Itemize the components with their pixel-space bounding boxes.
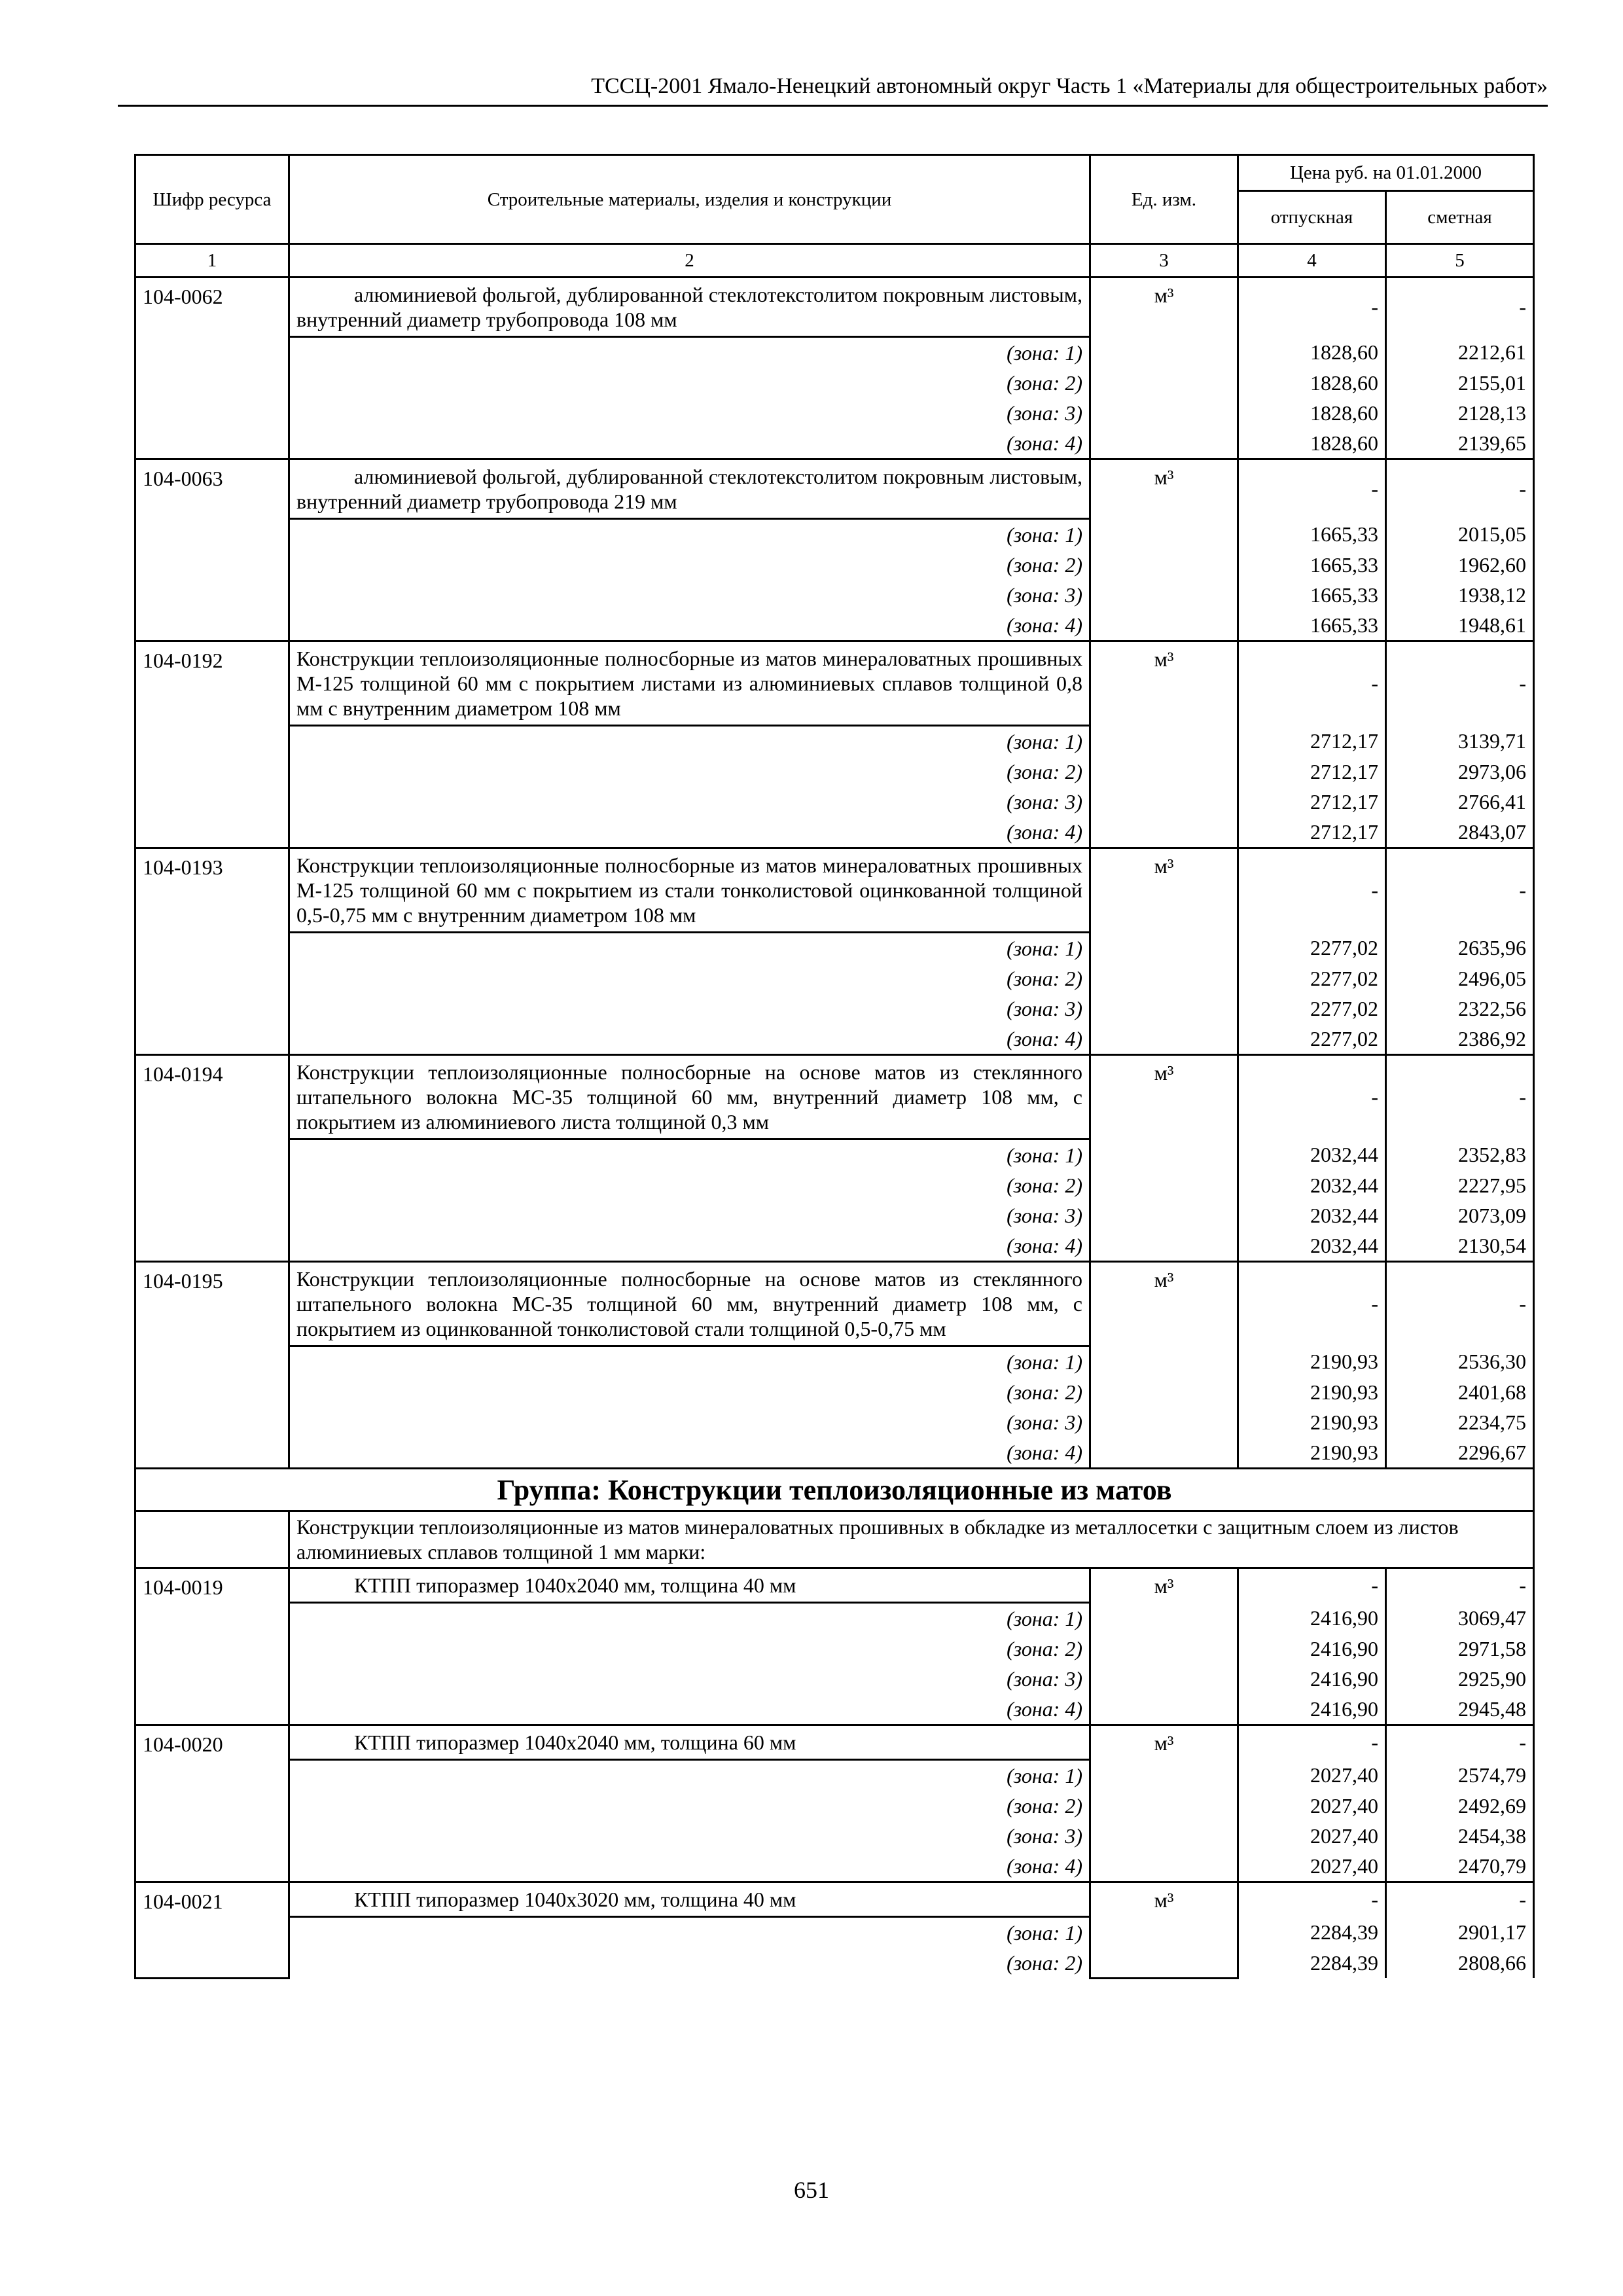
zone-row — [135, 1821, 1534, 1851]
zone-label: (зона: 4) — [289, 1437, 1090, 1469]
estimate-price: 2843,07 — [1386, 817, 1534, 848]
zone-row — [135, 428, 1534, 459]
zone-row — [135, 1230, 1534, 1262]
zone-label: (зона: 2) — [289, 757, 1090, 787]
col-number: 3 — [1090, 244, 1238, 278]
release-price: - — [1238, 459, 1386, 519]
table-row — [135, 278, 1534, 337]
zone-row — [135, 550, 1534, 580]
zone-row — [135, 1346, 1534, 1378]
resource-code: 104-0019 — [135, 1568, 289, 1725]
estimate-price: 2973,06 — [1386, 757, 1534, 787]
release-price: 1828,60 — [1238, 428, 1386, 459]
release-price: 2027,40 — [1238, 1791, 1386, 1821]
page-number: 651 — [794, 2177, 829, 2203]
estimate-price: 1962,60 — [1386, 550, 1534, 580]
group-row — [135, 1469, 1534, 1511]
zone-label: (зона: 3) — [289, 398, 1090, 428]
estimate-price: - — [1386, 278, 1534, 337]
estimate-price: 2155,01 — [1386, 368, 1534, 398]
unit-of-measure: м³ — [1090, 641, 1238, 848]
table-row — [135, 848, 1534, 933]
col-header-code: Шифр ресурса — [135, 155, 289, 244]
zone-label: (зона: 1) — [289, 519, 1090, 550]
estimate-price: 2635,96 — [1386, 933, 1534, 964]
zone-label: (зона: 2) — [289, 963, 1090, 994]
zone-row — [135, 757, 1534, 787]
zone-row — [135, 368, 1534, 398]
zone-row — [135, 1791, 1534, 1821]
estimate-price: 2536,30 — [1386, 1346, 1534, 1378]
release-price: 2032,44 — [1238, 1170, 1386, 1200]
unit-of-measure: м³ — [1090, 848, 1238, 1055]
release-price: - — [1238, 848, 1386, 933]
material-description: алюминиевой фольгой, дублированной стеклотекстолитом покровным листовым, внутренний диаметр трубопровода 108 мм — [289, 278, 1090, 337]
release-price: 2277,02 — [1238, 1024, 1386, 1055]
resource-code: 104-0062 — [135, 278, 289, 459]
zone-row — [135, 398, 1534, 428]
zone-row — [135, 1437, 1534, 1469]
release-price: 2027,40 — [1238, 1851, 1386, 1882]
zone-label: (зона: 4) — [289, 428, 1090, 459]
release-price: 2032,44 — [1238, 1139, 1386, 1171]
release-price: 2712,17 — [1238, 817, 1386, 848]
release-price: 2416,90 — [1238, 1634, 1386, 1664]
zone-label: (зона: 1) — [289, 1346, 1090, 1378]
material-description: КТПП типоразмер 1040х3020 мм, толщина 40 мм — [289, 1882, 1090, 1917]
zone-row — [135, 1170, 1534, 1200]
estimate-price: 2401,68 — [1386, 1377, 1534, 1407]
unit-of-measure: м³ — [1090, 278, 1238, 459]
estimate-price: 2130,54 — [1386, 1230, 1534, 1262]
zone-row — [135, 1634, 1534, 1664]
release-price: 1828,60 — [1238, 368, 1386, 398]
release-price: 2032,44 — [1238, 1230, 1386, 1262]
resource-code: 104-0195 — [135, 1262, 289, 1469]
estimate-price: - — [1386, 1568, 1534, 1603]
release-price: 1665,33 — [1238, 519, 1386, 550]
col-number: 2 — [289, 244, 1090, 278]
zone-row — [135, 817, 1534, 848]
unit-of-measure: м³ — [1090, 1055, 1238, 1262]
zone-label: (зона: 2) — [289, 368, 1090, 398]
material-description: КТПП типоразмер 1040х2040 мм, толщина 40 мм — [289, 1568, 1090, 1603]
col-header-unit: Ед. изм. — [1090, 155, 1238, 244]
estimate-price: 1938,12 — [1386, 580, 1534, 610]
estimate-price: 2901,17 — [1386, 1917, 1534, 1948]
estimate-price: - — [1386, 1882, 1534, 1917]
group-note: Конструкции теплоизоляционные из матов минераловатных прошивных в обкладке из металлосетки с защитным слоем из листов алюминиевых сплавов толщиной 1 мм марки: — [289, 1511, 1534, 1568]
release-price: - — [1238, 1055, 1386, 1139]
estimate-price: 1948,61 — [1386, 610, 1534, 641]
release-price: 2027,40 — [1238, 1760, 1386, 1791]
zone-label: (зона: 4) — [289, 1230, 1090, 1262]
release-price: 2416,90 — [1238, 1664, 1386, 1694]
unit-of-measure: м³ — [1090, 1262, 1238, 1469]
estimate-price: - — [1386, 1055, 1534, 1139]
release-price: 2027,40 — [1238, 1821, 1386, 1851]
material-description: алюминиевой фольгой, дублированной стеклотекстолитом покровным листовым, внутренний диаметр трубопровода 219 мм — [289, 459, 1090, 519]
estimate-price: 2766,41 — [1386, 787, 1534, 817]
material-description: Конструкции теплоизоляционные полносборные из матов минераловатных прошивных М-125 толщиной 60 мм с покрытием из стали тонколистовой оцинкованной толщиной 0,5-0,75 мм с внутренним диаметром 108 мм — [289, 848, 1090, 933]
zone-label: (зона: 2) — [289, 550, 1090, 580]
zone-row — [135, 1694, 1534, 1725]
zone-row — [135, 933, 1534, 964]
zone-label: (зона: 1) — [289, 1603, 1090, 1634]
col-header-price: Цена руб. на 01.01.2000 — [1238, 155, 1534, 191]
release-price: 2416,90 — [1238, 1694, 1386, 1725]
zone-label: (зона: 1) — [289, 1760, 1090, 1791]
zone-label: (зона: 3) — [289, 994, 1090, 1024]
resource-code: 104-0194 — [135, 1055, 289, 1262]
zone-row — [135, 337, 1534, 368]
zone-row — [135, 1024, 1534, 1055]
release-price: - — [1238, 1568, 1386, 1603]
zone-row — [135, 963, 1534, 994]
zone-label: (зона: 3) — [289, 1407, 1090, 1437]
material-description: Конструкции теплоизоляционные полносборные на основе матов из стеклянного штапельного волокна МС-35 толщиной 60 мм, внутренний диаметр 108 мм, с покрытием из оцинкованной тонколистовой стали толщиной 0,5-0,75 мм — [289, 1262, 1090, 1346]
estimate-price: 2227,95 — [1386, 1170, 1534, 1200]
estimate-price: 2945,48 — [1386, 1694, 1534, 1725]
estimate-price: 2971,58 — [1386, 1634, 1534, 1664]
estimate-price: - — [1386, 1262, 1534, 1346]
estimate-price: 2322,56 — [1386, 994, 1534, 1024]
table-row — [135, 641, 1534, 726]
zone-row — [135, 610, 1534, 641]
zone-row — [135, 1917, 1534, 1948]
release-price: 1665,33 — [1238, 610, 1386, 641]
release-price: 2277,02 — [1238, 933, 1386, 964]
estimate-price: 2454,38 — [1386, 1821, 1534, 1851]
estimate-price: 2128,13 — [1386, 398, 1534, 428]
table-row — [135, 1725, 1534, 1760]
zone-row — [135, 726, 1534, 757]
zone-row — [135, 787, 1534, 817]
zone-label: (зона: 2) — [289, 1948, 1090, 1978]
table-row — [135, 1055, 1534, 1139]
estimate-price: 2496,05 — [1386, 963, 1534, 994]
estimate-price: - — [1386, 1725, 1534, 1760]
zone-label: (зона: 4) — [289, 1694, 1090, 1725]
zone-label: (зона: 2) — [289, 1377, 1090, 1407]
zone-label: (зона: 3) — [289, 787, 1090, 817]
zone-row — [135, 994, 1534, 1024]
zone-row — [135, 1200, 1534, 1230]
unit-of-measure: м³ — [1090, 459, 1238, 641]
zone-label: (зона: 4) — [289, 1024, 1090, 1055]
release-price: 2277,02 — [1238, 994, 1386, 1024]
release-price: 1665,33 — [1238, 580, 1386, 610]
release-price: 2712,17 — [1238, 757, 1386, 787]
zone-label: (зона: 1) — [289, 337, 1090, 368]
release-price: 2284,39 — [1238, 1948, 1386, 1978]
zone-row — [135, 1948, 1534, 1978]
zone-row — [135, 1851, 1534, 1882]
zone-label: (зона: 1) — [289, 933, 1090, 964]
estimate-price: 2139,65 — [1386, 428, 1534, 459]
release-price: 2284,39 — [1238, 1917, 1386, 1948]
table-row — [135, 1882, 1534, 1917]
zone-label: (зона: 3) — [289, 1664, 1090, 1694]
estimate-price: 2015,05 — [1386, 519, 1534, 550]
release-price: - — [1238, 641, 1386, 726]
price-table — [134, 154, 1535, 1979]
estimate-price: 2234,75 — [1386, 1407, 1534, 1437]
table-row — [135, 1568, 1534, 1603]
release-price: 2190,93 — [1238, 1407, 1386, 1437]
release-price: 1665,33 — [1238, 550, 1386, 580]
release-price: 2712,17 — [1238, 787, 1386, 817]
zone-row — [135, 1139, 1534, 1171]
release-price: 2416,90 — [1238, 1603, 1386, 1634]
zone-row — [135, 1760, 1534, 1791]
zone-row — [135, 1407, 1534, 1437]
col-header-release-price: отпускная — [1238, 191, 1386, 244]
zone-label: (зона: 1) — [289, 726, 1090, 757]
estimate-price: - — [1386, 848, 1534, 933]
release-price: 2190,93 — [1238, 1377, 1386, 1407]
zone-label: (зона: 3) — [289, 1821, 1090, 1851]
estimate-price: 2492,69 — [1386, 1791, 1534, 1821]
table-row — [135, 1262, 1534, 1346]
release-price: 2190,93 — [1238, 1437, 1386, 1469]
release-price: - — [1238, 278, 1386, 337]
unit-of-measure: м³ — [1090, 1568, 1238, 1725]
resource-code: 104-0193 — [135, 848, 289, 1055]
release-price: 2277,02 — [1238, 963, 1386, 994]
running-header: ТССЦ-2001 Ямало-Ненецкий автономный округ Часть 1 «Материалы для общестроительных работ» — [118, 71, 1548, 107]
zone-row — [135, 1603, 1534, 1634]
release-price: - — [1238, 1262, 1386, 1346]
estimate-price: 2212,61 — [1386, 337, 1534, 368]
estimate-price: 2808,66 — [1386, 1948, 1534, 1978]
release-price: 2032,44 — [1238, 1200, 1386, 1230]
zone-row — [135, 519, 1534, 550]
resource-code: 104-0063 — [135, 459, 289, 641]
release-price: - — [1238, 1725, 1386, 1760]
zone-row — [135, 1377, 1534, 1407]
zone-label: (зона: 4) — [289, 1851, 1090, 1882]
release-price: 2712,17 — [1238, 726, 1386, 757]
material-description: Конструкции теплоизоляционные полносборные из матов минераловатных прошивных М-125 толщиной 60 мм с покрытием листами из алюминиевых сплавов толщиной 0,8 мм с внутренним диаметром 108 мм — [289, 641, 1090, 726]
estimate-price: 2296,67 — [1386, 1437, 1534, 1469]
estimate-price: - — [1386, 459, 1534, 519]
group-title: Группа: Конструкции теплоизоляционные из матов — [135, 1469, 1534, 1511]
zone-label: (зона: 2) — [289, 1170, 1090, 1200]
table-row — [135, 459, 1534, 519]
release-price: 2190,93 — [1238, 1346, 1386, 1378]
estimate-price: 2386,92 — [1386, 1024, 1534, 1055]
material-description: КТПП типоразмер 1040х2040 мм, толщина 60 мм — [289, 1725, 1090, 1760]
estimate-price: 2352,83 — [1386, 1139, 1534, 1171]
estimate-price: 2925,90 — [1386, 1664, 1534, 1694]
estimate-price: 3069,47 — [1386, 1603, 1534, 1634]
zone-row — [135, 1664, 1534, 1694]
estimate-price: 2073,09 — [1386, 1200, 1534, 1230]
col-number: 1 — [135, 244, 289, 278]
zone-label: (зона: 3) — [289, 580, 1090, 610]
release-price: 1828,60 — [1238, 337, 1386, 368]
material-description: Конструкции теплоизоляционные полносборные на основе матов из стеклянного штапельного волокна МС-35 толщиной 60 мм, внутренний диаметр 108 мм, с покрытием из алюминиевого листа толщиной 0,3 мм — [289, 1055, 1090, 1139]
col-header-estimate-price: сметная — [1386, 191, 1534, 244]
zone-label: (зона: 2) — [289, 1634, 1090, 1664]
col-number: 5 — [1386, 244, 1534, 278]
estimate-price: 2574,79 — [1386, 1760, 1534, 1791]
resource-code: 104-0192 — [135, 641, 289, 848]
unit-of-measure: м³ — [1090, 1725, 1238, 1882]
release-price: 1828,60 — [1238, 398, 1386, 428]
col-header-materials: Строительные материалы, изделия и конструкции — [289, 155, 1090, 244]
empty-cell — [135, 1511, 289, 1568]
release-price: - — [1238, 1882, 1386, 1917]
estimate-price: - — [1386, 641, 1534, 726]
unit-of-measure: м³ — [1090, 1882, 1238, 1979]
zone-row — [135, 580, 1534, 610]
zone-label: (зона: 4) — [289, 817, 1090, 848]
zone-label: (зона: 4) — [289, 610, 1090, 641]
resource-code: 104-0021 — [135, 1882, 289, 1979]
zone-label: (зона: 2) — [289, 1791, 1090, 1821]
zone-label: (зона: 1) — [289, 1917, 1090, 1948]
group-note-row — [135, 1511, 1534, 1568]
estimate-price: 3139,71 — [1386, 726, 1534, 757]
zone-label: (зона: 3) — [289, 1200, 1090, 1230]
resource-code: 104-0020 — [135, 1725, 289, 1882]
zone-label: (зона: 1) — [289, 1139, 1090, 1171]
estimate-price: 2470,79 — [1386, 1851, 1534, 1882]
col-number: 4 — [1238, 244, 1386, 278]
